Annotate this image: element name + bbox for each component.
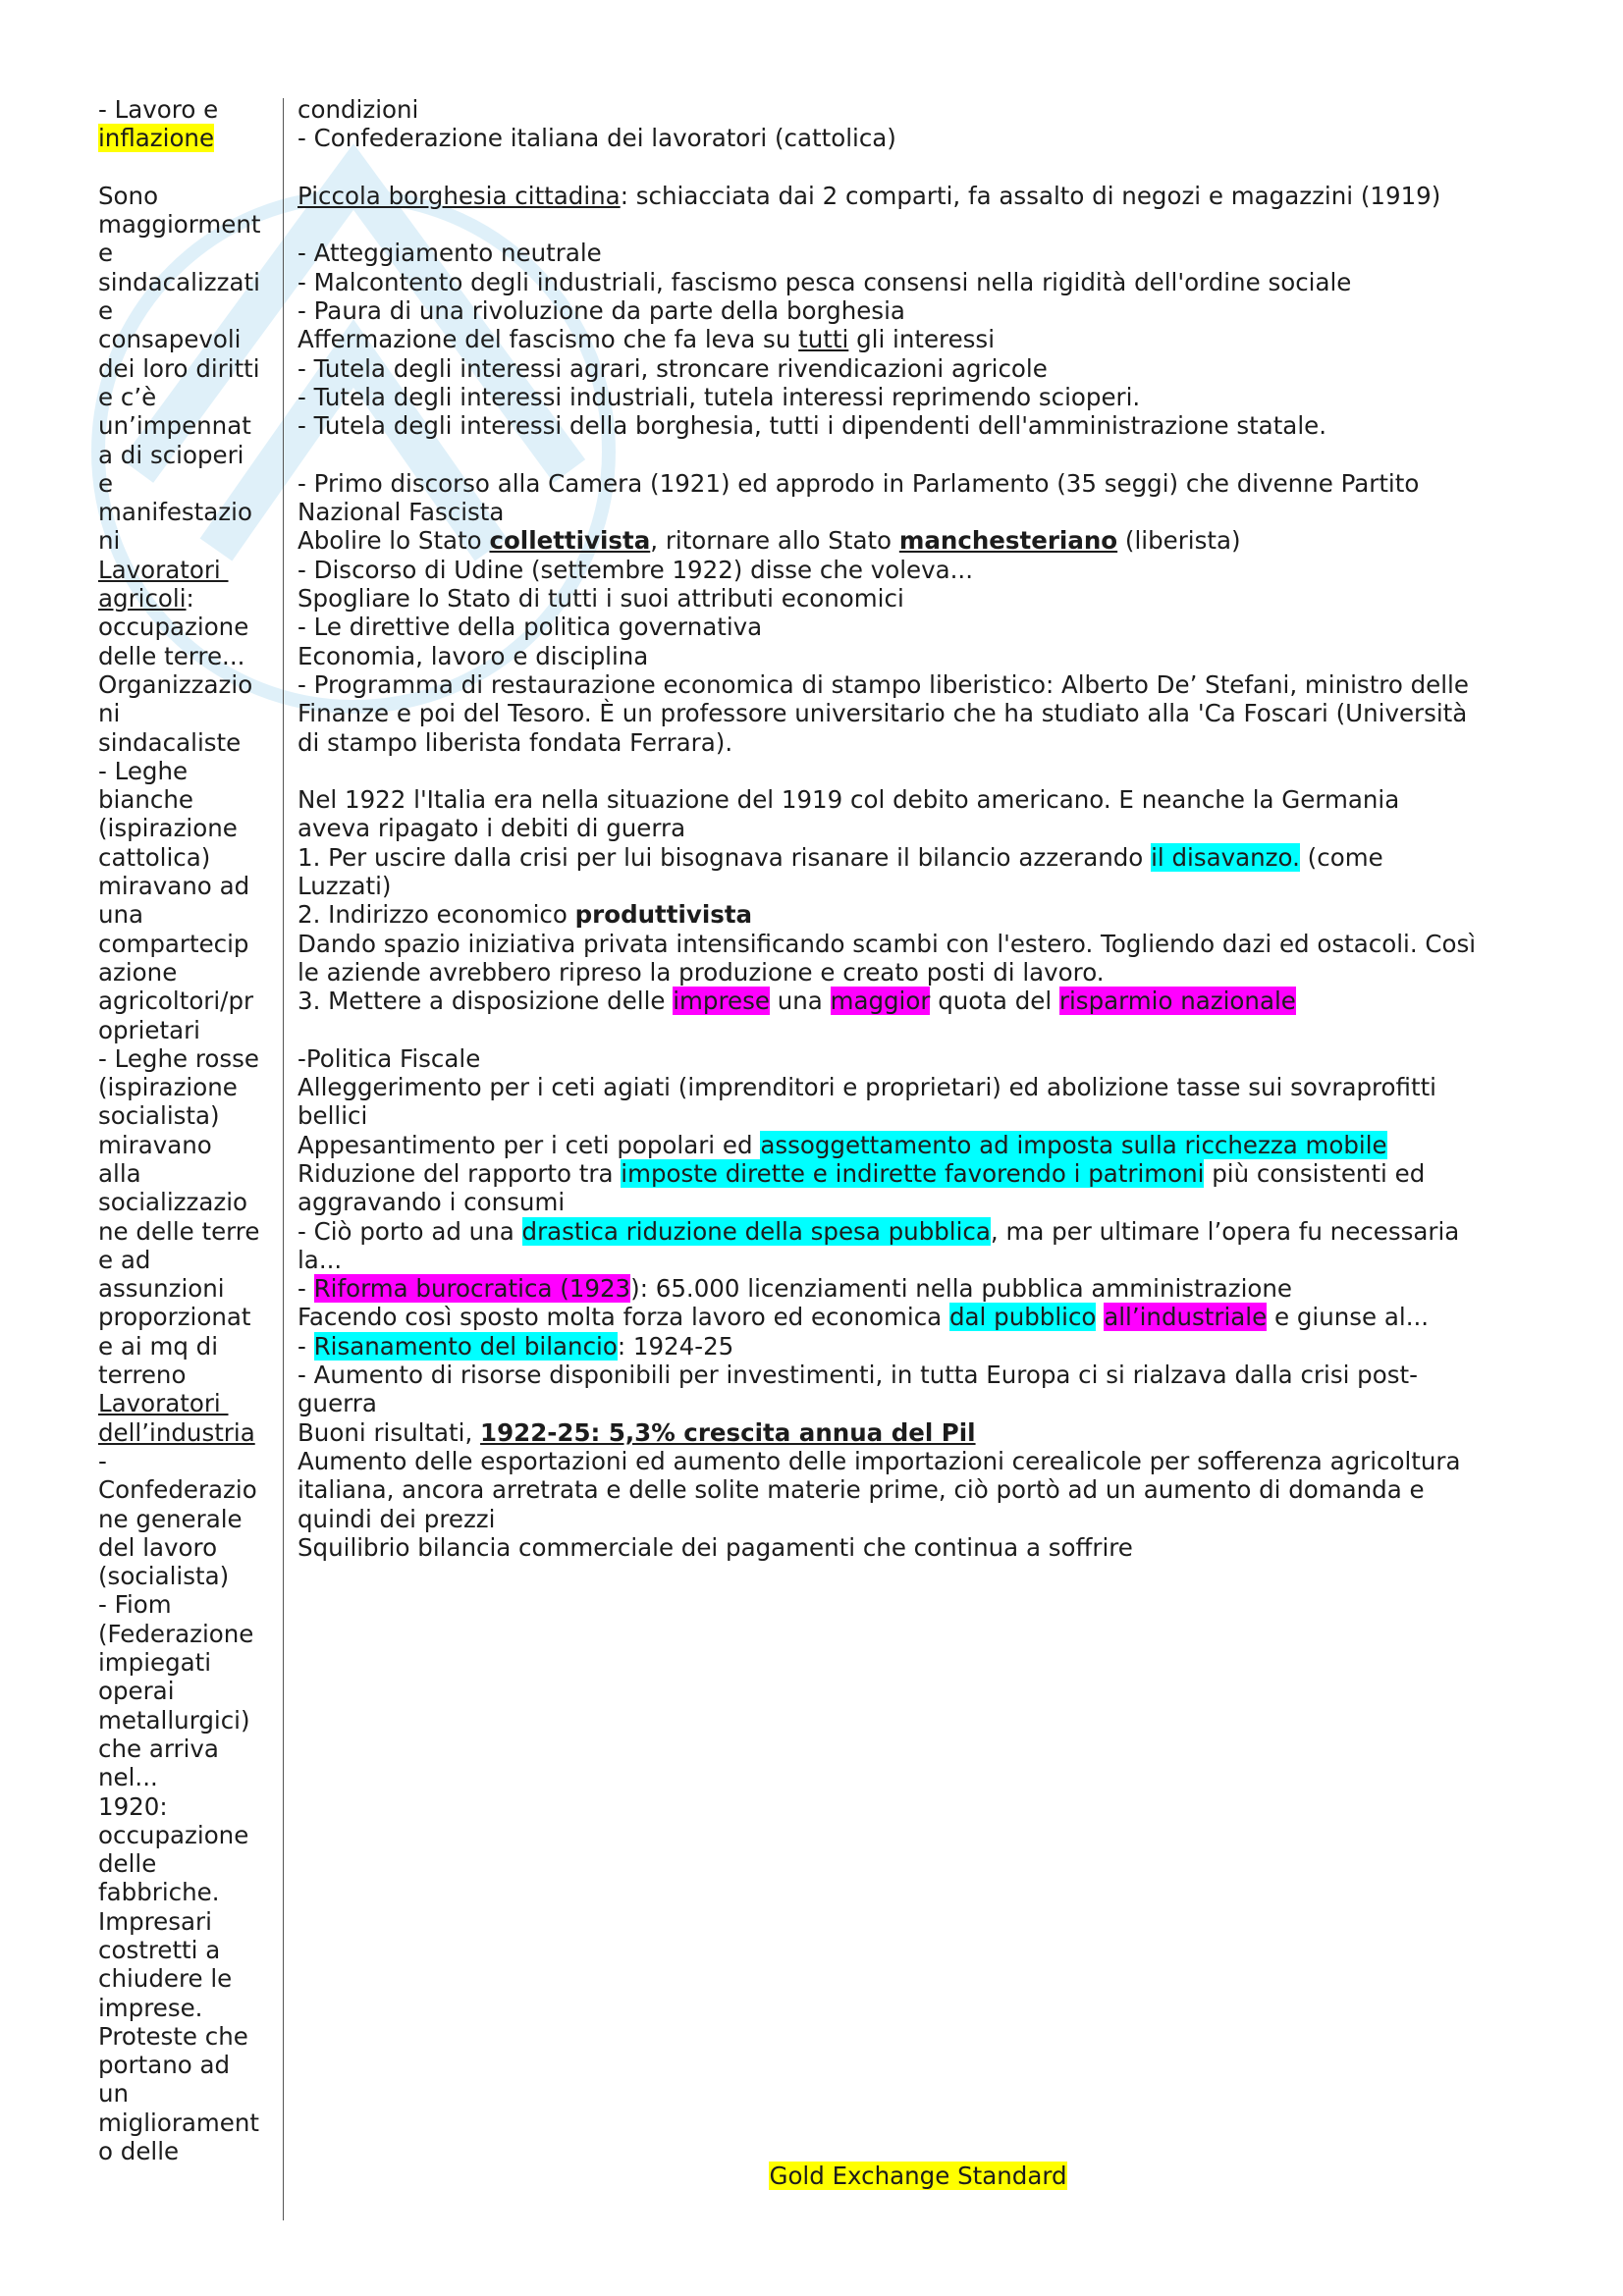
text-line: Economia, lavoro e disciplina (298, 641, 649, 670)
left-line: costretti a (98, 1936, 221, 1964)
highlight-magenta: imprese (673, 987, 770, 1016)
highlight-cyan: imposte dirette e indirette favorendo i patrimoni (621, 1158, 1205, 1188)
highlight-inflazione: inflazione (98, 124, 215, 153)
text-line: condizioni (298, 95, 419, 124)
text-line: Nazional Fascista (298, 498, 505, 527)
left-line: maggiorment (98, 210, 261, 240)
text-line: Dando spazio iniziativa privata intensificando scambi con l'estero. Togliendo dazi ed ostacoli. Così (298, 929, 1477, 958)
left-line: compartecip (98, 929, 249, 958)
heading-piccola-borghesia: Piccola borghesia cittadina (298, 181, 621, 210)
left-line: miravano ad (98, 872, 250, 901)
left-line: migliorament (98, 2108, 259, 2137)
left-line: un’impennat (98, 411, 251, 441)
left-line: socialista) (98, 1101, 220, 1131)
text-line: -Politica Fiscale (298, 1043, 481, 1073)
left-line: impiegati (98, 1648, 212, 1678)
left-line: proporzionat (98, 1303, 251, 1332)
spacer (98, 153, 277, 182)
text-line: Abolire lo Stato collettivista, ritornare allo Stato manchesteriano (liberista) (298, 526, 1241, 556)
highlight-magenta: all’industriale (1104, 1303, 1268, 1332)
left-line: occupazione (98, 613, 249, 642)
text-line: Affermazione del fascismo che fa leva su tutti gli interessi (298, 325, 995, 354)
text-line: Finanze e poi del Tesoro. È un professore universitario che ha studiato alla 'Ca Foscari (Università (298, 699, 1468, 728)
left-block (98, 1447, 277, 2165)
left-line: imprese. (98, 1993, 203, 2022)
text-line: italiana, ancora arretrata e delle solite materie prime, ciò portò ad un aumento di domanda e (298, 1475, 1425, 1505)
left-line: bianche (98, 785, 193, 815)
left-line: e ad (98, 1245, 151, 1274)
left-line: - Leghe (98, 756, 189, 785)
text-line: - Riforma burocratica (1923): 65.000 licenziamenti nella pubblica amministrazione (298, 1274, 1292, 1304)
left-line: Organizzazio (98, 669, 253, 699)
left-line: Proteste che (98, 2021, 248, 2051)
subheading-lavoratori-agricoli: Lavoratori (98, 555, 229, 584)
left-line: ne delle terre (98, 1216, 260, 1246)
text-line: - Atteggiamento neutrale (298, 239, 602, 268)
left-line: chiudere le (98, 1964, 233, 1994)
left-line: cattolica) (98, 842, 211, 872)
text-line: - Programma di restaurazione economica di stampo liberistico: Alberto De’ Stefani, ministro delle (298, 669, 1469, 699)
left-line: socializzazio (98, 1188, 248, 1217)
text-line: aggravando i consumi (298, 1188, 566, 1217)
text-line: 3. Mettere a disposizione delle imprese una maggior quota del risparmio nazionale (298, 987, 1296, 1016)
left-line: (Federazione (98, 1619, 254, 1648)
left-line: delle terre... (98, 641, 245, 670)
text-line: 2. Indirizzo economico produttivista (298, 900, 753, 930)
text-line: - Ciò porto ad una drastica riduzione della spesa pubblica, ma per ultimare l’opera fu necessaria (298, 1216, 1460, 1246)
left-line: 1920: (98, 1791, 168, 1821)
left-line: occupazione (98, 1820, 249, 1849)
left-line: (ispirazione (98, 1073, 238, 1102)
text-line: - Risanamento del bilancio: 1924-25 (298, 1331, 734, 1361)
footer-heading (0, 2162, 1623, 2190)
left-line: oprietari (98, 1015, 200, 1044)
text-line: Luzzati) (298, 872, 392, 901)
left-line: o delle (98, 2137, 180, 2166)
left-line: nel... (98, 1763, 158, 1792)
text-line: Aumento delle esportazioni ed aumento delle importazioni cerealicole per sofferenza agricoltura (298, 1446, 1461, 1475)
highlight-cyan: il disavanzo. (1151, 842, 1300, 872)
text-line: Appesantimento per i ceti popolari ed assoggettamento ad imposta sulla ricchezza mobile (298, 1130, 1387, 1159)
column-divider (283, 98, 284, 2220)
highlight-magenta: Riforma burocratica (1923 (313, 1274, 631, 1304)
left-line: e (98, 468, 114, 498)
left-line: ni (98, 526, 121, 556)
left-line: Impresari (98, 1906, 212, 1936)
left-block (98, 613, 277, 1389)
subheading-lavoratori-industria: Lavoratori (98, 1389, 229, 1418)
text-line: quindi dei prezzi (298, 1504, 496, 1533)
left-line: e (98, 296, 114, 326)
text-line: guerra (298, 1389, 377, 1418)
text-line: Squilibrio bilancia commerciale dei pagamenti che continua a soffrire (298, 1532, 1133, 1562)
left-line: a di scioperi (98, 440, 244, 469)
left-line: - Lavoro e (98, 95, 219, 124)
text-line: Piccola borghesia cittadina: schiacciata dai 2 comparti, fa assalto di negozi e magazzini (1919) (298, 181, 1441, 210)
left-line: operai (98, 1677, 175, 1706)
left-line: assunzioni (98, 1274, 225, 1304)
left-line: - Fiom (98, 1590, 172, 1620)
highlight-cyan: Risanamento del bilancio (313, 1331, 618, 1361)
left-line: metallurgici) (98, 1705, 250, 1735)
left-line: un (98, 2079, 130, 2109)
text-line: - Malcontento degli industriali, fascismo pesca consensi nella rigidità dell'ordine sociale (298, 267, 1352, 296)
text-line: - Tutela degli interessi agrari, stroncare rivendicazioni agricole (298, 353, 1048, 383)
left-line: consapevoli (98, 325, 242, 354)
highlight-magenta: risparmio nazionale (1058, 987, 1296, 1016)
left-line: delle (98, 1849, 157, 1879)
text-line: - Le direttive della politica governativa (298, 613, 763, 642)
left-line: del lavoro (98, 1532, 218, 1562)
left-line: azione (98, 957, 178, 987)
left-line: e ai mq di (98, 1331, 219, 1361)
text-line: di stampo liberista fondata Ferrara). (298, 727, 733, 757)
left-line: Confederazio (98, 1475, 257, 1505)
left-line: agricoltori/pr (98, 987, 254, 1016)
left-line: miravano (98, 1130, 212, 1159)
left-column: - Lavoro e inflazione Sono maggiorment e sindacalizzati e consapevoli dei loro diritti e c’è un’impennat a di scioperi e manifestazio ni Lavoratori agricoli: occupazione delle terre... Organizzazio ni sindacaliste - Leghe bianche (ispirazione cattolica) miravano ad una compartecip azione agricoltori/pr oprietari - Leghe rosse (ispirazione socialista) miravano alla socializzazio ne delle terre e ad assunzioni proporzionat e ai mq di terreno Lavoratori dell’industria - Confederazio ne generale del lavoro (socialista) - Fiom (Federazione impiegati operai metallurgici) che arriva nel... 1920: occupazione delle fabbriche. Impresari costretti a chiudere le imprese. Proteste che portano ad un migliorament o delle (98, 95, 277, 2165)
text-line: la... (298, 1245, 343, 1274)
gold-exchange-standard-label: Gold Exchange Standard (769, 2162, 1067, 2190)
text-line: Nel 1922 l'Italia era nella situazione del 1919 col debito americano. E neanche la Germania (298, 785, 1400, 815)
left-line: terreno (98, 1361, 187, 1390)
left-line: sindacalizzati (98, 267, 260, 296)
left-line: (socialista) (98, 1562, 230, 1591)
text-line: le aziende avrebbero ripreso la produzione e creato posti di lavoro. (298, 957, 1105, 987)
text-line: aveva ripagato i debiti di guerra (298, 814, 686, 843)
left-line: una (98, 900, 144, 930)
text-line: - Primo discorso alla Camera (1921) ed approdo in Parlamento (35 seggi) che divenne Partito (298, 468, 1420, 498)
highlight-cyan: dal pubblico (948, 1303, 1097, 1332)
text-line: Alleggerimento per i ceti agiati (imprenditori e proprietari) ed abolizione tasse sui sovraprofitti (298, 1073, 1436, 1102)
left-line: Sono (98, 181, 159, 210)
left-line: che arriva (98, 1734, 219, 1763)
text-line: - Aumento di risorse disponibili per investimenti, in tutta Europa ci si rialzava dalla crisi post- (298, 1361, 1418, 1390)
left-line: - (98, 1446, 107, 1475)
left-line: sindacaliste (98, 727, 242, 757)
left-line: alla (98, 1158, 141, 1188)
text-line: Buoni risultati, 1922-25: 5,3% crescita annua del Pil (298, 1417, 976, 1447)
highlight-cyan: assoggettamento ad imposta sulla ricchezza mobile (760, 1130, 1387, 1159)
left-line: (ispirazione (98, 814, 238, 843)
text-line: - Tutela degli interessi industriali, tutela interessi reprimendo scioperi. (298, 382, 1141, 411)
left-block (98, 182, 277, 556)
highlight-magenta: maggior (830, 987, 931, 1016)
text-line: - Paura di una rivoluzione da parte della borghesia (298, 296, 905, 326)
left-line: manifestazio (98, 498, 252, 527)
left-line: e (98, 239, 114, 268)
left-line: fabbriche. (98, 1878, 220, 1907)
text-line: Riduzione del rapporto tra imposte dirette e indirette favorendo i patrimoni più consistenti ed (298, 1158, 1426, 1188)
text-line: Facendo così sposto molta forza lavoro ed economica dal pubblico all’industriale e giunse al... (298, 1303, 1430, 1332)
text-line: - Tutela degli interessi della borghesia, tutti i dipendenti dell'amministrazione statale. (298, 411, 1326, 441)
text-line: - Confederazione italiana dei lavoratori (cattolica) (298, 124, 896, 153)
left-line: ni (98, 699, 121, 728)
highlight-cyan: drastica riduzione della spesa pubblica (521, 1216, 991, 1246)
text-line: bellici (298, 1101, 368, 1131)
text-line: 1. Per uscire dalla crisi per lui bisognava risanare il bilancio azzerando il disavanzo. (come (298, 842, 1383, 872)
left-line: portano ad (98, 2051, 231, 2080)
left-line: e c’è (98, 382, 157, 411)
left-line: ne generale (98, 1504, 243, 1533)
text-line: Spogliare lo Stato di tutti i suoi attributi economici (298, 584, 904, 614)
right-column (298, 95, 1564, 1562)
growth-figure: 1922-25: 5,3% crescita annua del Pil (480, 1417, 976, 1447)
left-line: - Leghe rosse (98, 1043, 259, 1073)
left-line: dei loro diritti (98, 353, 260, 383)
text-line: - Discorso di Udine (settembre 1922) disse che voleva... (298, 555, 974, 584)
